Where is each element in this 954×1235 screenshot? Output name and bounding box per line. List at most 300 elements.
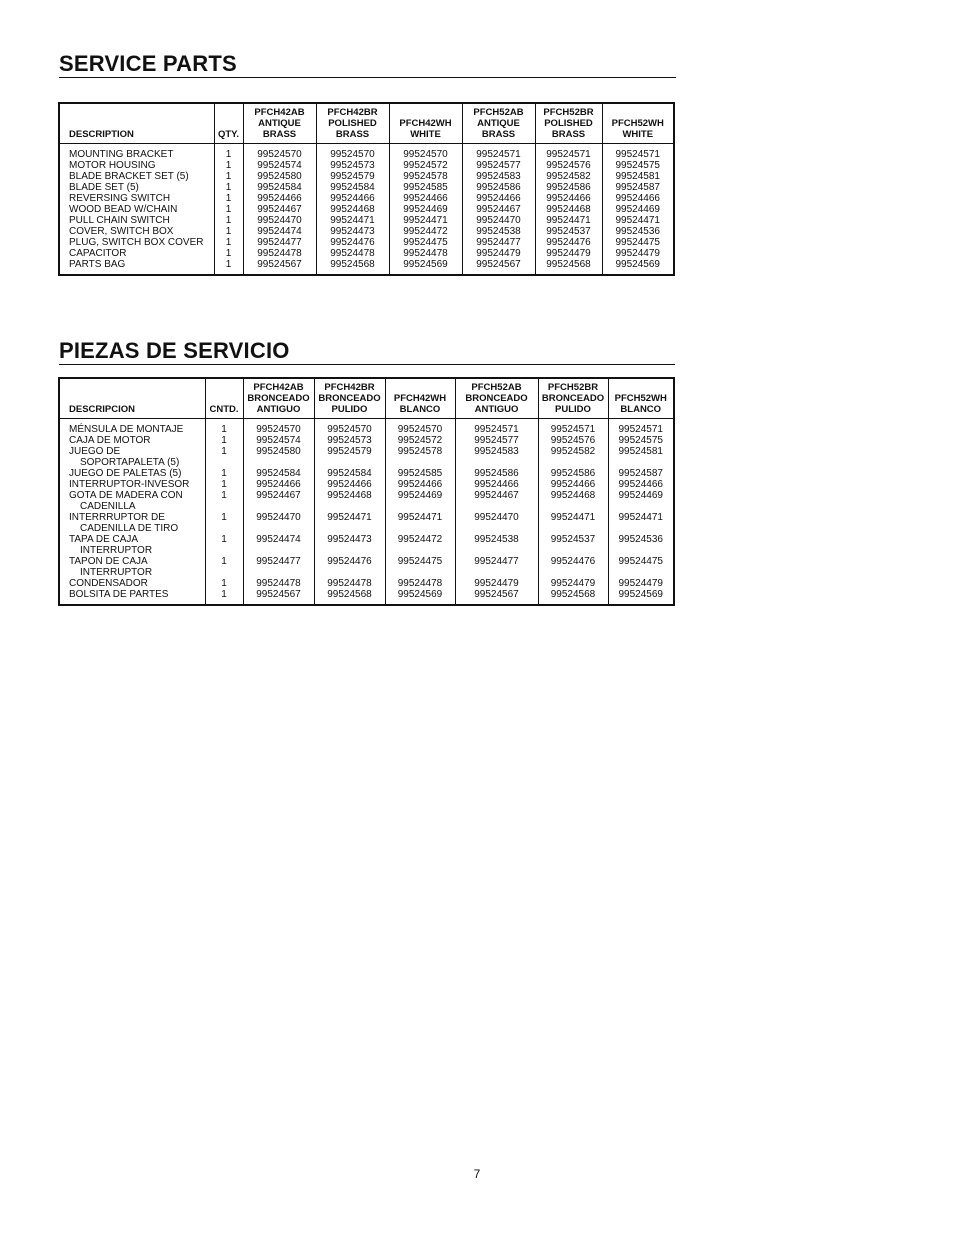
page-number: 7	[473, 1167, 481, 1181]
part-description	[59, 193, 214, 204]
part-number	[385, 435, 455, 446]
part-number	[385, 589, 455, 605]
header-line: PFCH52BR	[543, 107, 594, 118]
header-line: PFCH42AB	[253, 382, 304, 393]
table-row	[59, 248, 674, 259]
part-number-value: 99524583	[476, 171, 521, 182]
part-number-value: 99524567	[256, 589, 301, 600]
part-number-value: 99524576	[546, 160, 591, 171]
part-number-value: 99524468	[327, 490, 372, 501]
description-line: WOOD BEAD W/CHAIN	[69, 204, 178, 215]
column-header-model	[316, 103, 389, 144]
part-number	[385, 534, 455, 556]
part-number-value: 99524580	[257, 171, 302, 182]
qty-value: 1	[221, 479, 227, 490]
part-number-value: 99524471	[618, 512, 663, 523]
part-number-value: 99524466	[397, 479, 443, 490]
part-description	[59, 160, 214, 171]
part-number	[243, 144, 316, 161]
part-number	[316, 204, 389, 215]
part-number-value: 99524467	[257, 204, 302, 215]
part-qty	[205, 589, 243, 605]
part-number-value: 99524478	[397, 578, 443, 589]
part-number-value: 99524477	[474, 556, 519, 567]
part-number-value: 99524575	[615, 160, 660, 171]
header-line: PFCH42BR	[324, 382, 375, 393]
header-line: PFCH52WH	[611, 118, 664, 129]
part-number	[385, 479, 455, 490]
part-number-value: 99524568	[550, 589, 596, 600]
part-number	[538, 512, 608, 534]
header-line: POLISHED	[544, 118, 593, 129]
part-qty	[214, 259, 243, 275]
part-number-value: 99524570	[257, 149, 302, 160]
description-line: JUEGO DE PALETAS (5)	[69, 468, 182, 479]
part-number-value: 99524471	[330, 215, 375, 226]
part-number-value: 99524468	[546, 204, 591, 215]
part-number-value: 99524476	[550, 556, 596, 567]
part-number-value: 99524467	[256, 490, 301, 501]
part-number-value: 99524572	[403, 160, 448, 171]
part-number	[602, 171, 674, 182]
part-description	[59, 556, 205, 578]
qty-value: 1	[225, 237, 232, 248]
part-number	[389, 215, 462, 226]
part-number	[538, 534, 608, 556]
part-number-value: 99524567	[474, 589, 519, 600]
part-number	[538, 589, 608, 605]
description-line: BLADE BRACKET SET (5)	[69, 171, 189, 182]
description-line: PARTS BAG	[69, 259, 126, 270]
part-number-value: 99524537	[546, 226, 591, 237]
header-line: WHITE	[622, 129, 654, 140]
part-number	[538, 435, 608, 446]
part-description	[59, 578, 205, 589]
section-title-spanish: PIEZAS DE SERVICIO	[59, 338, 290, 363]
part-number	[316, 144, 389, 161]
part-number	[389, 144, 462, 161]
header-line: ANTIQUE	[477, 118, 520, 129]
description-line: JUEGO DE	[69, 446, 121, 457]
header-line: POLISHED	[328, 118, 377, 129]
part-number-value: 99524579	[330, 171, 375, 182]
part-number-value: 99524569	[615, 259, 660, 270]
description-line: INTERRRUPTOR DE	[69, 512, 165, 523]
part-number-value: 99524470	[256, 512, 301, 523]
table-row	[59, 556, 674, 578]
part-number-value: 99524586	[550, 468, 596, 479]
part-number	[602, 182, 674, 193]
description-line: TAPON DE CAJA	[69, 556, 148, 567]
part-number	[602, 204, 674, 215]
part-number	[608, 534, 674, 556]
part-number	[314, 446, 385, 468]
part-number	[243, 446, 314, 468]
part-number-value: 99524471	[397, 512, 443, 523]
part-number	[538, 419, 608, 436]
part-number	[314, 479, 385, 490]
part-number-value: 99524538	[476, 226, 521, 237]
part-number-value: 99524471	[327, 512, 372, 523]
part-description	[59, 490, 205, 512]
part-number-value: 99524584	[327, 468, 372, 479]
part-number-value: 99524469	[615, 204, 660, 215]
part-number-value: 99524466	[615, 193, 660, 204]
part-number	[243, 182, 316, 193]
part-number-value: 99524570	[397, 424, 443, 435]
part-number	[243, 248, 316, 259]
table-row	[59, 215, 674, 226]
part-number	[316, 259, 389, 275]
header-line: ANTIGUO	[474, 404, 519, 415]
description-line: MÉNSULA DE MONTAJE	[69, 424, 184, 435]
part-number	[316, 226, 389, 237]
part-number-value: 99524568	[546, 259, 591, 270]
part-qty	[205, 479, 243, 490]
part-number	[243, 589, 314, 605]
part-description	[59, 446, 205, 468]
part-description	[59, 248, 214, 259]
part-number-value: 99524466	[256, 479, 301, 490]
part-number	[389, 226, 462, 237]
column-header-model	[462, 103, 535, 144]
part-number-value: 99524471	[615, 215, 660, 226]
part-number-value: 99524466	[476, 193, 521, 204]
column-header-model	[608, 378, 674, 419]
part-description	[59, 589, 205, 605]
part-number	[608, 589, 674, 605]
qty-value: 1	[225, 259, 232, 270]
table-header-row	[59, 378, 674, 419]
description-line: INTERRUPTOR	[80, 567, 153, 578]
part-qty	[214, 193, 243, 204]
part-number-value: 99524584	[257, 182, 302, 193]
part-number-value: 99524571	[474, 424, 519, 435]
qty-value: 1	[225, 160, 232, 171]
part-number-value: 99524471	[546, 215, 591, 226]
part-description	[59, 226, 214, 237]
part-number	[455, 490, 538, 512]
part-qty	[205, 435, 243, 446]
table-row	[59, 446, 674, 468]
part-number	[608, 556, 674, 578]
header-line: BRASS	[335, 129, 370, 140]
part-number-value: 99524567	[257, 259, 302, 270]
part-number-value: 99524538	[474, 534, 519, 545]
part-number	[608, 446, 674, 468]
part-number	[389, 248, 462, 259]
part-number	[455, 556, 538, 578]
description-line: CADENILLA DE TIRO	[80, 523, 179, 534]
part-number	[314, 435, 385, 446]
part-number	[608, 479, 674, 490]
part-number	[243, 479, 314, 490]
part-number-value: 99524469	[403, 204, 448, 215]
part-number-value: 99524568	[327, 589, 372, 600]
table-row	[59, 534, 674, 556]
part-qty	[205, 512, 243, 534]
part-number	[608, 419, 674, 436]
part-number-value: 99524471	[550, 512, 596, 523]
column-header-model	[455, 378, 538, 419]
part-number-value: 99524479	[618, 578, 663, 589]
description-line: BLADE SET (5)	[69, 182, 139, 193]
part-number-value: 99524573	[327, 435, 372, 446]
service-parts-table	[58, 102, 675, 276]
part-number	[535, 204, 602, 215]
part-number	[602, 193, 674, 204]
part-number	[455, 419, 538, 436]
part-number	[538, 556, 608, 578]
part-number	[316, 215, 389, 226]
header-line: PFCH52AB	[471, 382, 522, 393]
part-number	[243, 237, 316, 248]
part-number	[608, 435, 674, 446]
header-line: PFCH52WH	[614, 393, 667, 404]
part-number-value: 99524470	[257, 215, 302, 226]
header-line: PFCH42BR	[327, 107, 378, 118]
part-number-value: 99524575	[618, 435, 663, 446]
part-qty	[214, 226, 243, 237]
part-qty	[214, 144, 243, 161]
part-number	[455, 435, 538, 446]
description-line: CADENILLA	[80, 501, 136, 512]
part-description	[59, 215, 214, 226]
part-number	[389, 259, 462, 275]
part-number-value: 99524570	[327, 424, 372, 435]
part-number-value: 99524570	[403, 149, 448, 160]
header-line: BRONCEADO	[318, 393, 381, 404]
table-row	[59, 435, 674, 446]
part-number	[535, 259, 602, 275]
description-line: TAPA DE CAJA	[69, 534, 139, 545]
part-number-value: 99524475	[397, 556, 443, 567]
header-line: BRONCEADO	[541, 393, 605, 404]
part-number-value: 99524473	[327, 534, 372, 545]
part-number	[602, 259, 674, 275]
qty-value: 1	[221, 435, 227, 446]
part-number-value: 99524473	[330, 226, 375, 237]
column-header-model	[602, 103, 674, 144]
part-number-value: 99524586	[476, 182, 521, 193]
part-number-value: 99524586	[546, 182, 591, 193]
part-number-value: 99524477	[257, 237, 302, 248]
part-number	[538, 578, 608, 589]
column-header-qty: QTY.	[214, 103, 243, 144]
part-number	[455, 446, 538, 468]
part-number	[455, 534, 538, 556]
part-number-value: 99524571	[546, 149, 591, 160]
description-line: INTERRUPTOR-INVESOR	[69, 479, 190, 490]
qty-value: 1	[225, 171, 232, 182]
part-number	[535, 160, 602, 171]
qty-value: 1	[225, 215, 232, 226]
part-number-value: 99524580	[256, 446, 301, 457]
table-row	[59, 171, 674, 182]
part-description	[59, 171, 214, 182]
qty-value: 1	[221, 534, 227, 545]
part-number-value: 99524587	[615, 182, 660, 193]
part-number	[385, 578, 455, 589]
table-row	[59, 512, 674, 534]
part-number-value: 99524574	[257, 160, 302, 171]
qty-value: 1	[225, 149, 232, 160]
part-number	[535, 193, 602, 204]
description-line: CAPACITOR	[69, 248, 127, 259]
part-number	[385, 512, 455, 534]
part-number	[389, 182, 462, 193]
part-number	[462, 226, 535, 237]
description-line: COVER, SWITCH BOX	[69, 226, 174, 237]
part-number-value: 99524474	[256, 534, 301, 545]
part-number	[538, 468, 608, 479]
part-number-value: 99524478	[330, 248, 375, 259]
part-number-value: 99524472	[397, 534, 443, 545]
part-number-value: 99524475	[403, 237, 448, 248]
part-number-value: 99524576	[550, 435, 596, 446]
part-number-value: 99524573	[330, 160, 375, 171]
part-description	[59, 237, 214, 248]
part-number	[243, 226, 316, 237]
qty-value: 1	[221, 490, 227, 501]
part-number-value: 99524587	[618, 468, 663, 479]
qty-value: 1	[221, 589, 227, 600]
table-row	[59, 578, 674, 589]
part-number	[608, 468, 674, 479]
part-number-value: 99524570	[256, 424, 301, 435]
part-qty	[214, 215, 243, 226]
part-number-value: 99524478	[403, 248, 448, 259]
title-rule-spanish	[59, 364, 675, 365]
part-number	[535, 215, 602, 226]
part-number-value: 99524477	[476, 237, 521, 248]
header-line: BRASS	[262, 129, 297, 140]
part-number-value: 99524583	[474, 446, 519, 457]
table-row	[59, 193, 674, 204]
part-number-value: 99524466	[327, 479, 372, 490]
part-number	[602, 215, 674, 226]
part-number	[538, 446, 608, 468]
section-title-english: SERVICE PARTS	[59, 51, 237, 76]
part-qty	[205, 419, 243, 436]
part-number-value: 99524467	[474, 490, 519, 501]
part-number	[314, 589, 385, 605]
part-number-value: 99524471	[403, 215, 448, 226]
part-number-value: 99524475	[618, 556, 663, 567]
column-header-description: DESCRIPTION	[59, 103, 214, 144]
description-line: INTERRUPTOR	[80, 545, 153, 556]
part-description	[59, 419, 205, 436]
part-number	[462, 144, 535, 161]
part-number-value: 99524582	[550, 446, 596, 457]
column-header-model	[389, 103, 462, 144]
part-qty	[205, 534, 243, 556]
part-number	[535, 237, 602, 248]
part-qty	[214, 204, 243, 215]
part-number	[535, 248, 602, 259]
header-line: PFCH52BR	[547, 382, 599, 393]
description-line: GOTA DE MADERA CON	[69, 490, 183, 501]
header-line: BRONCEADO	[247, 393, 310, 404]
part-number	[455, 512, 538, 534]
part-number	[316, 160, 389, 171]
part-number	[535, 144, 602, 161]
part-number-value: 99524470	[476, 215, 521, 226]
part-number	[608, 490, 674, 512]
part-number	[243, 435, 314, 446]
table-row	[59, 204, 674, 215]
column-header-model	[385, 378, 455, 419]
description-line: BOLSITA DE PARTES	[69, 589, 169, 600]
part-number-value: 99524536	[618, 534, 663, 545]
part-number-value: 99524574	[256, 435, 301, 446]
part-number	[314, 534, 385, 556]
table-row	[59, 259, 674, 275]
part-number-value: 99524581	[615, 171, 660, 182]
qty-value: 1	[225, 204, 232, 215]
part-number	[535, 182, 602, 193]
part-number-value: 99524578	[397, 446, 443, 457]
description-line: CONDENSADOR	[69, 578, 148, 589]
qty-value: 1	[221, 446, 227, 457]
qty-value: 1	[225, 226, 232, 237]
part-qty	[205, 578, 243, 589]
part-number-value: 99524478	[256, 578, 301, 589]
part-number-value: 99524584	[330, 182, 375, 193]
qty-value: 1	[221, 424, 227, 435]
table-row	[59, 182, 674, 193]
part-number	[316, 171, 389, 182]
part-number-value: 99524569	[403, 259, 448, 270]
part-number	[608, 512, 674, 534]
part-number-value: 99524476	[327, 556, 372, 567]
part-number	[602, 237, 674, 248]
qty-value: 1	[225, 248, 232, 259]
description-line: CAJA DE MOTOR	[69, 435, 151, 446]
part-number-value: 99524466	[546, 193, 591, 204]
part-description	[59, 479, 205, 490]
part-number-value: 99524569	[397, 589, 443, 600]
part-number	[455, 479, 538, 490]
header-line: BRASS	[551, 129, 586, 140]
part-number	[535, 226, 602, 237]
part-number	[389, 204, 462, 215]
table-row	[59, 490, 674, 512]
part-number-value: 99524469	[618, 490, 663, 501]
part-number-value: 99524466	[474, 479, 519, 490]
part-number-value: 99524571	[476, 149, 521, 160]
part-description	[59, 512, 205, 534]
header-line: PFCH42WH	[393, 393, 447, 404]
table-row	[59, 468, 674, 479]
part-number	[385, 556, 455, 578]
table-row	[59, 237, 674, 248]
part-number	[389, 160, 462, 171]
part-number	[243, 215, 316, 226]
part-number-value: 99524585	[397, 468, 443, 479]
header-line: PFCH52AB	[473, 107, 524, 118]
part-number-value: 99524577	[474, 435, 519, 446]
part-number	[316, 237, 389, 248]
part-description	[59, 534, 205, 556]
qty-value: 1	[221, 556, 227, 567]
part-description	[59, 435, 205, 446]
header-line: BRONCEADO	[465, 393, 528, 404]
part-number-value: 99524470	[474, 512, 519, 523]
part-number	[314, 578, 385, 589]
part-number-value: 99524569	[618, 589, 663, 600]
description-line: PLUG, SWITCH BOX COVER	[69, 237, 204, 248]
